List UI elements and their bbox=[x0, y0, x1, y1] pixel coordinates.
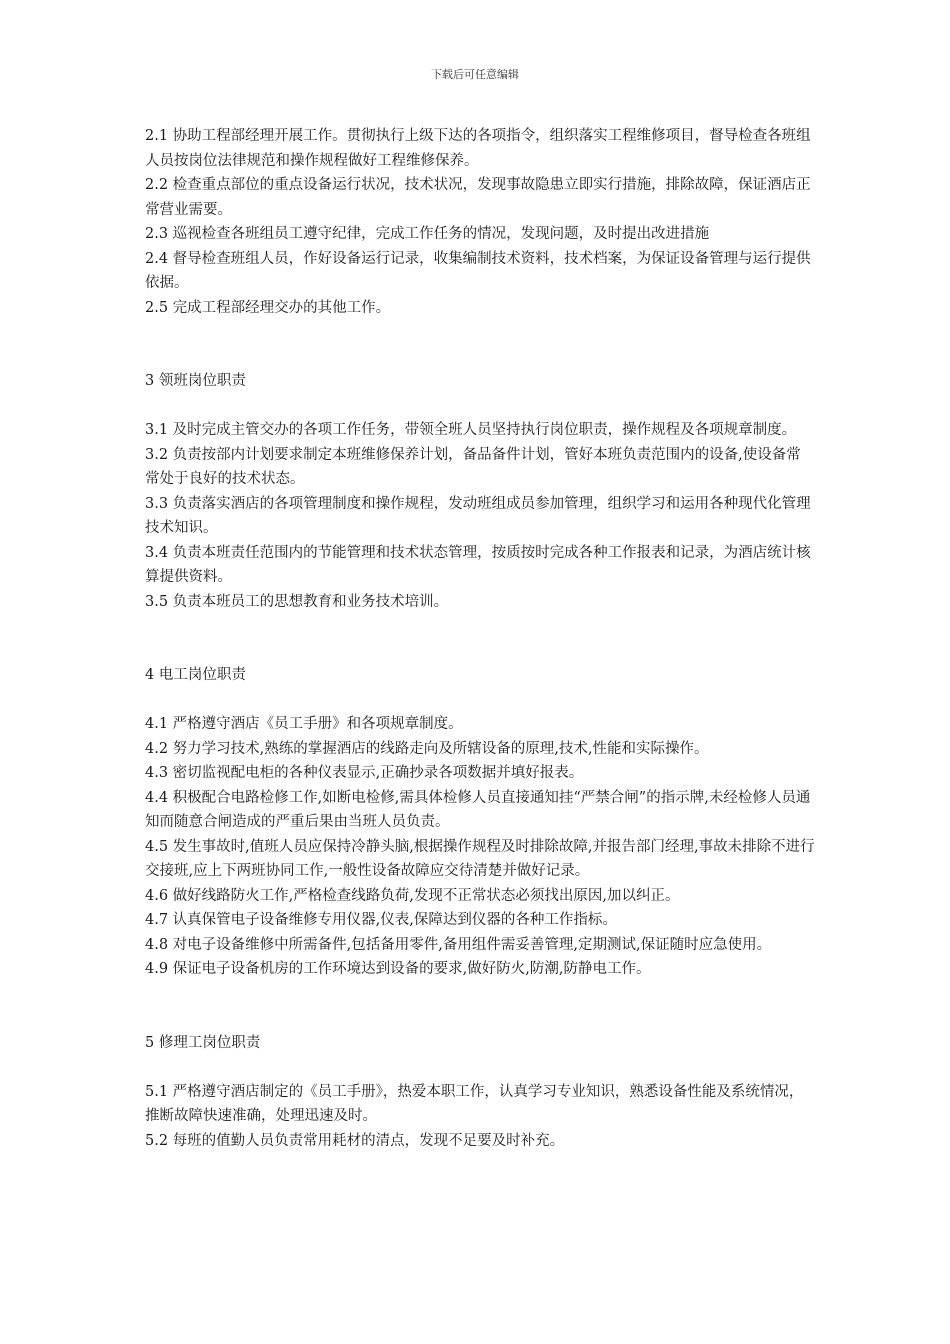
section-5-title: 5 修理工岗位职责 bbox=[145, 1034, 261, 1051]
clause-2-2: 2.2 检查重点部位的重点设备运行状况，技术状况，发现事故隐患立即实行措施，排除故障，保证酒店正常营业需要。 bbox=[145, 177, 811, 218]
clause-4-4: 4.4 积极配合电路检修工作,如断电检修,需具体检修人员直接通知挂“严禁合闸”的指示牌,未经检修人员通知而随意合闸造成的严重后果由当班人员负责。 bbox=[145, 789, 811, 830]
spacer bbox=[145, 688, 815, 713]
page-header-note: 下载后可任意编辑 bbox=[431, 68, 519, 81]
clause-3-2: 3.2 负责按部内计划要求制定本班维修保养计划，备品备件计划，管好本班负责范围内的设备,使设备常常处于良好的技术状态。 bbox=[145, 446, 801, 487]
section-3-title: 3 领班岗位职责 bbox=[145, 373, 246, 389]
spacer bbox=[145, 614, 815, 663]
clause-3-4: 3.4 负责本班责任范围内的节能管理和技术状态管理，按质按时完成各种工作报表和记录，为酒店统计核算提供资料。 bbox=[145, 544, 811, 585]
clause-2-3: 2.3 巡视检查各班组员工遵守纪律，完成工作任务的情况，发现问题，及时提出改进措施 bbox=[145, 226, 710, 242]
clause-4-6: 4.6 做好线路防火工作,严格检查线路负荷,发现不正常状态必须找出原因,加以纠正。 bbox=[145, 887, 680, 904]
spacer bbox=[145, 1055, 815, 1080]
clause-5-2: 5.2 每班的值勤人员负责常用耗材的清点，发现不足要及时补充。 bbox=[145, 1132, 565, 1149]
clause-2-1: 2.1 协助工程部经理开展工作。贯彻执行上级下达的各项指令，组织落实工程维修项目，督导检查各班组人员按岗位法律规范和操作规程做好工程维修保养。 bbox=[145, 128, 811, 169]
clause-4-9: 4.9 保证电子设备机房的工作环境达到设备的要求,做好防火,防潮,防静电工作。 bbox=[145, 961, 651, 977]
clause-4-5: 4.5 发生事故时,值班人员应保持冷静头脑,根据操作规程及时排除故障,并报告部门经理,事故未排除不进行交接班,应上下两班协同工作,一般性设备故障应交待清楚并做好记录。 bbox=[145, 838, 815, 879]
section-4-title: 4 电工岗位职责 bbox=[145, 667, 246, 683]
clause-5-1: 5.1 严格遵守酒店制定的《员工手册》，热爱本职工作，认真学习专业知识，熟悉设备性能及系统情况，推断故障快速准确，处理迅速及时。 bbox=[145, 1083, 804, 1124]
document-body bbox=[145, 124, 815, 1153]
clause-4-1: 4.1 严格遵守酒店《员工手册》和各项规章制度。 bbox=[145, 716, 463, 732]
clause-3-5: 3.5 负责本班员工的思想教育和业务技术培训。 bbox=[145, 593, 449, 610]
spacer bbox=[145, 320, 815, 369]
spacer bbox=[145, 982, 815, 1031]
clause-3-3: 3.3 负责落实酒店的各项管理制度和操作规程，发动班组成员参加管理，组织学习和运用各种现代化管理技术知识。 bbox=[145, 495, 811, 536]
clause-3-1: 3.1 及时完成主管交办的各项工作任务，带领全班人员坚持执行岗位职责，操作规程及各项规章制度。 bbox=[145, 422, 797, 438]
spacer bbox=[145, 394, 815, 419]
clause-2-4: 2.4 督导检查班组人员，作好设备运行记录，收集编制技术资料，技术档案，为保证设备管理与运行提供依据。 bbox=[145, 250, 811, 291]
clause-4-8: 4.8 对电子设备维修中所需备件,包括备用零件,备用组件需妥善管理,定期测试,保证随时应急使用。 bbox=[145, 936, 772, 953]
clause-4-2: 4.2 努力学习技术,熟练的掌握酒店的线路走向及所辖设备的原理,技术,性能和实际操作。 bbox=[145, 740, 709, 757]
clause-4-7: 4.7 认真保管电子设备维修专用仪器,仪表,保障达到仪器的各种工作指标。 bbox=[145, 912, 617, 928]
clause-2-5: 2.5 完成工程部经理交办的其他工作。 bbox=[145, 299, 391, 316]
clause-4-3: 4.3 密切监视配电柜的各种仪表显示,正确抄录各项数据并填好报表。 bbox=[145, 765, 584, 781]
